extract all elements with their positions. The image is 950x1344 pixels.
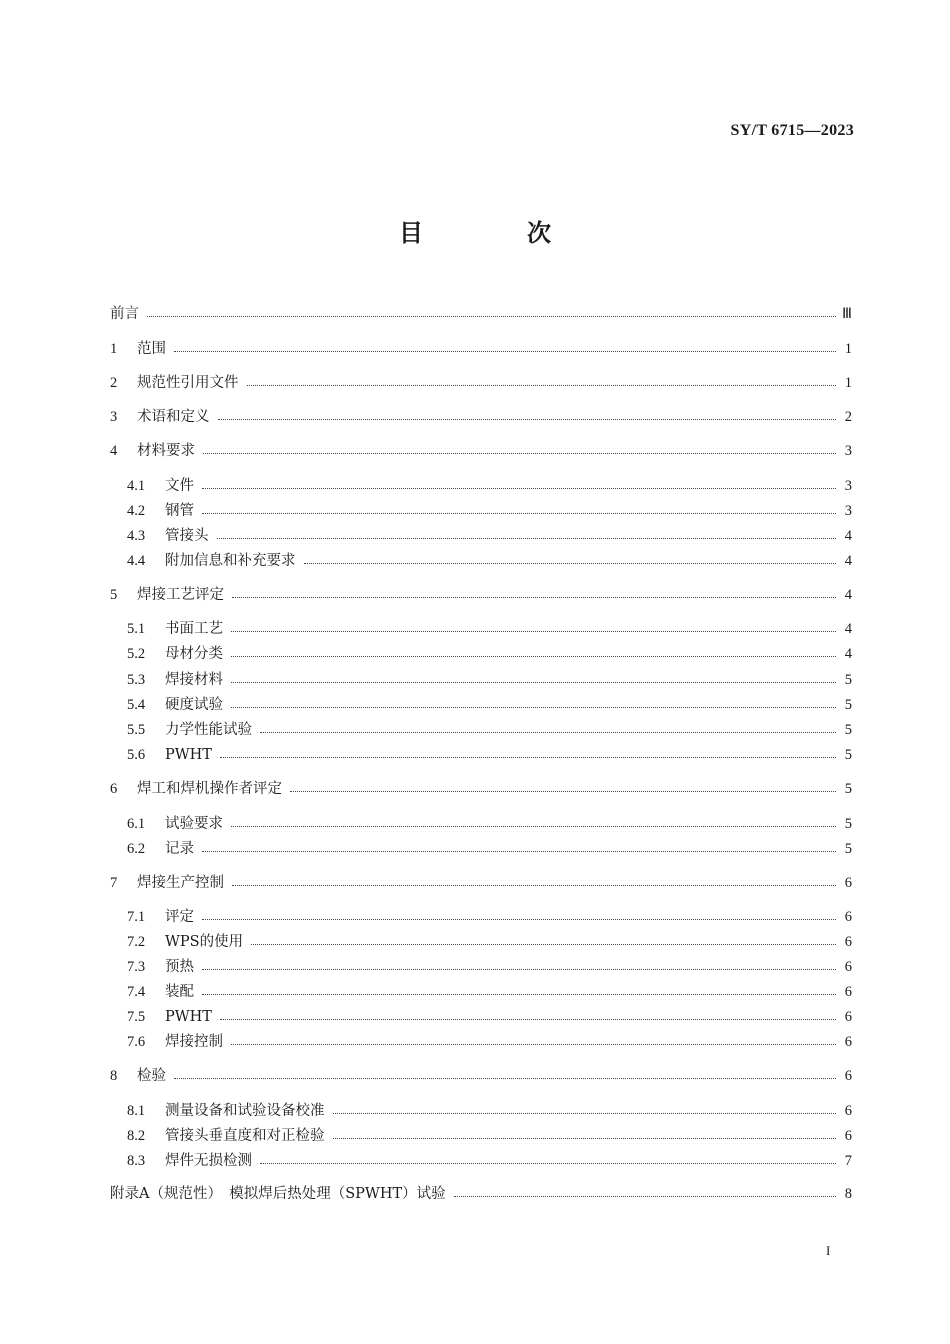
toc-entry-page: 5 [844,697,852,713]
toc-entry[interactable] [127,500,852,522]
dot-leader [203,452,836,454]
toc-entry-label: 范围 [137,341,166,357]
toc-entry-label: 焊工和焊机操作者评定 [137,781,282,797]
toc-entry[interactable] [127,475,852,497]
toc-entry-label: 焊接工艺评定 [137,587,224,603]
toc-entry-number: 5.4 [127,697,146,713]
dot-leader [232,596,836,598]
toc-entry-number: 4 [110,443,118,459]
toc-entry[interactable] [127,906,852,928]
dot-leader [231,706,836,708]
toc-entry[interactable] [110,778,852,800]
toc-entry-number: 1 [110,341,118,357]
dot-leader [220,756,836,758]
toc-entry-label: PWHT [165,1009,212,1025]
toc-entry-page: 6 [844,934,852,950]
dot-leader [202,487,836,489]
toc-entry-number: 5.3 [127,672,146,688]
toc-entry[interactable] [110,1183,852,1205]
toc-entry[interactable] [110,872,852,894]
toc-entry[interactable] [127,956,852,978]
toc-entry-number: 7 [110,875,118,891]
toc-entry-label: 规范性引用文件 [137,375,239,391]
toc-entry-page: 6 [844,959,852,975]
toc-entry-number: 6.2 [127,841,146,857]
dot-leader [220,1018,836,1020]
toc-entry[interactable] [110,406,852,428]
toc-entry-page: 6 [844,1034,852,1050]
dot-leader [202,918,836,920]
toc-entry-label: 预热 [165,959,194,975]
toc-entry-page: 5 [844,672,852,688]
toc-entry[interactable] [127,550,852,572]
toc-entry-number: 7.5 [127,1009,146,1025]
toc-entry[interactable] [127,1125,852,1147]
toc-entry-page: 6 [844,1009,852,1025]
toc-entry-page: 5 [844,841,852,857]
toc-entry-page: 7 [844,1153,852,1169]
toc-entry-label: 焊接生产控制 [137,875,224,891]
dot-leader [304,562,837,564]
dot-leader [290,790,836,792]
toc-entry-number: 5 [110,587,118,603]
toc-entry-page: 4 [844,587,852,603]
toc-entry[interactable] [127,1100,852,1122]
toc-entry-label: 术语和定义 [137,409,210,425]
dot-leader [231,630,836,632]
dot-leader [202,993,836,995]
toc-entry-page: 8 [844,1186,852,1202]
dot-leader [202,512,836,514]
toc-entry-label: WPS的使用 [165,934,244,950]
toc-entry[interactable] [127,719,852,741]
toc-entry-number: 7.4 [127,984,146,1000]
toc-entry[interactable] [127,838,852,860]
toc-entry[interactable] [127,694,852,716]
toc-entry-page: 1 [844,375,852,391]
toc-entry-number: 5.6 [127,747,146,763]
toc-entry-number: 5.5 [127,722,146,738]
toc-entry[interactable] [110,338,852,360]
toc-entry-page: 4 [844,528,852,544]
toc-entry-page: 4 [844,553,852,569]
toc-entry-label: 附录A（规范性） 模拟焊后热处理（SPWHT）试验 [110,1186,446,1202]
toc-entry-label: 焊件无损检测 [165,1153,252,1169]
toc-entry-number: 4.1 [127,478,146,494]
toc-entry-number: 8.3 [127,1153,146,1169]
dot-leader [232,884,836,886]
standard-code: SY/T 6715—2023 [730,122,854,139]
toc-entry-page: 2 [844,409,852,425]
page-title: 目 次 [399,219,591,247]
toc-entry[interactable] [127,981,852,1003]
toc-entry[interactable] [110,303,852,325]
dot-leader [333,1112,837,1114]
toc-entry-label: 钢管 [165,503,194,519]
toc-entry[interactable] [110,1065,852,1087]
toc-entry[interactable] [110,372,852,394]
toc-entry-number: 4.4 [127,553,146,569]
dot-leader [231,655,836,657]
toc-entry-label: 母材分类 [165,646,223,662]
toc-entry-page: 4 [844,646,852,662]
toc-entry-label: PWHT [165,747,212,763]
toc-entry-page: 6 [844,1068,852,1084]
toc-entry-label: 文件 [165,478,194,494]
toc-entry-number: 7.6 [127,1034,146,1050]
toc-entry-number: 2 [110,375,118,391]
dot-leader [174,350,836,352]
toc-entry-label: 书面工艺 [165,621,223,637]
toc-entry-page: 6 [844,875,852,891]
toc-entry-page: 6 [844,1128,852,1144]
toc-entry[interactable] [127,1006,852,1028]
toc-entry[interactable] [127,618,852,640]
toc-entry[interactable] [127,525,852,547]
toc-entry-label: 记录 [165,841,194,857]
toc-entry-page: 6 [844,909,852,925]
dot-leader [218,418,837,420]
dot-leader [333,1137,837,1139]
toc-entry-label: 硬度试验 [165,697,223,713]
dot-leader [260,731,836,733]
toc-entry-number: 5.1 [127,621,146,637]
dot-leader [231,1043,836,1045]
toc-entry[interactable] [127,1031,852,1053]
toc-entry[interactable] [110,440,852,462]
toc-entry-page: 6 [844,984,852,1000]
toc-entry-label: 焊接控制 [165,1034,223,1050]
dot-leader [174,1077,836,1079]
toc-entry-page: 3 [844,478,852,494]
toc-entry-page: 4 [844,621,852,637]
toc-entry-page: 5 [844,747,852,763]
toc-entry-number: 5.2 [127,646,146,662]
toc-entry[interactable] [127,813,852,835]
toc-entry-label: 管接头 [165,528,209,544]
page-number: I [826,1243,831,1258]
dot-leader [202,850,836,852]
toc-entry-page: 3 [844,443,852,459]
dot-leader [454,1195,836,1197]
toc-entry-label: 评定 [165,909,194,925]
toc-entry-label: 前言 [110,306,139,322]
toc-entry-label: 检验 [137,1068,166,1084]
toc-entry[interactable] [127,669,852,691]
toc-entry-label: 力学性能试验 [165,722,252,738]
dot-leader [231,825,836,827]
toc-entry-number: 6.1 [127,816,146,832]
dot-leader [260,1162,836,1164]
toc-entry-page: 5 [844,781,852,797]
toc-entry-number: 7.3 [127,959,146,975]
toc-entry-page: 6 [844,1103,852,1119]
toc-entry[interactable] [127,744,852,766]
toc-entry-number: 8.2 [127,1128,146,1144]
dot-leader [247,384,837,386]
toc-entry-page: 3 [844,503,852,519]
toc-entry-label: 测量设备和试验设备校准 [165,1103,325,1119]
toc-entry-page: 1 [844,341,852,357]
toc-entry-number: 4.3 [127,528,146,544]
toc-entry-label: 试验要求 [165,816,223,832]
toc-entry-number: 7.1 [127,909,146,925]
toc-entry-page: 5 [844,816,852,832]
toc-entry-label: 材料要求 [137,443,195,459]
toc-entry-label: 附加信息和补充要求 [165,553,296,569]
toc-entry-number: 8.1 [127,1103,146,1119]
toc-entry-label: 焊接材料 [165,672,223,688]
dot-leader [147,315,836,317]
toc-entry[interactable] [127,643,852,665]
dot-leader [231,681,836,683]
toc-entry-number: 6 [110,781,118,797]
toc-entry-page: Ⅲ [842,306,852,322]
toc-entry-page: 5 [844,722,852,738]
toc-entry-label: 管接头垂直度和对正检验 [165,1128,325,1144]
toc-entry-label: 装配 [165,984,194,1000]
toc-entry-number: 4.2 [127,503,146,519]
toc-entry[interactable] [127,1150,852,1172]
toc-entry-number: 3 [110,409,118,425]
dot-leader [202,968,836,970]
toc-entry-number: 7.2 [127,934,146,950]
dot-leader [217,537,837,539]
toc-entry-number: 8 [110,1068,118,1084]
dot-leader [251,943,836,945]
toc-entry[interactable] [127,931,852,953]
toc-entry[interactable] [110,584,852,606]
